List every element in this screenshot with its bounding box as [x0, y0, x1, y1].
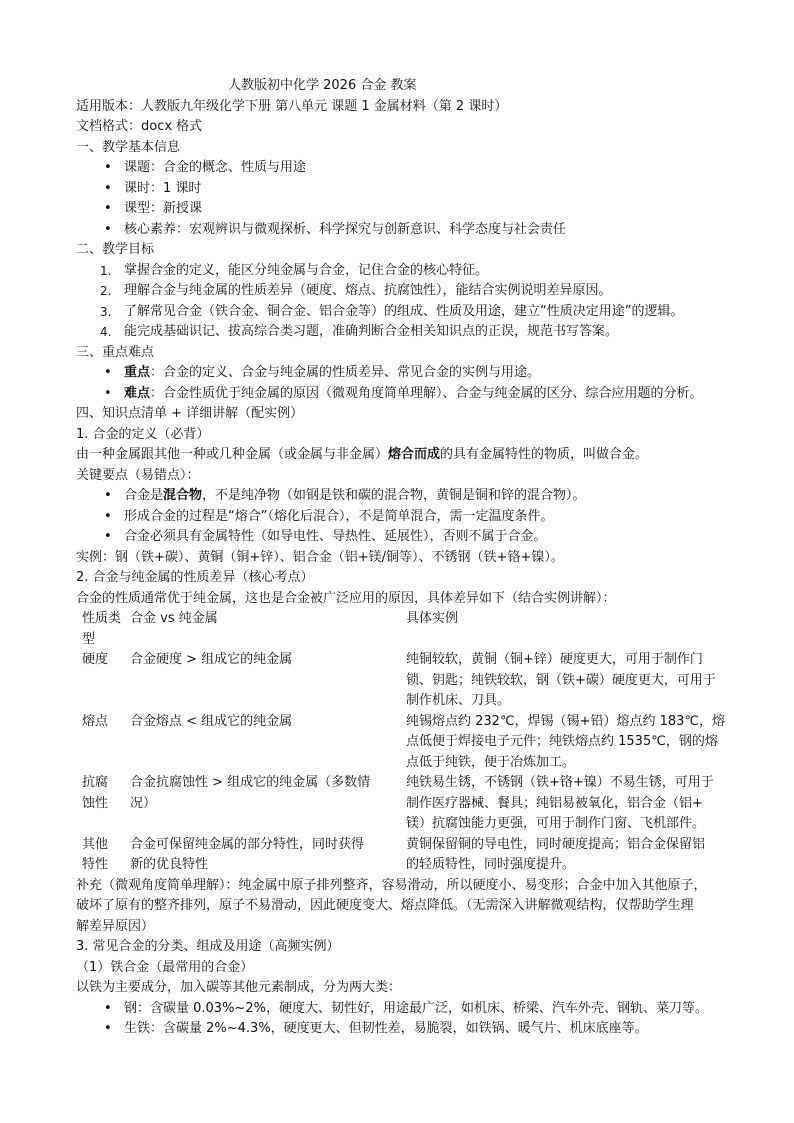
bullet-icon: • [104, 201, 112, 216]
table-cell-line: 况） [130, 795, 157, 811]
key-points-label: 关键要点（易错点）： [76, 467, 200, 483]
table-cell-line: 其他 [82, 836, 109, 852]
comparison-table [76, 609, 756, 876]
doc-format: 文档格式：docx 格式 [76, 119, 203, 134]
document-page [76, 76, 756, 1040]
table-header-cell: 具体实例 [406, 611, 459, 626]
subsection-heading: 1. 合金的定义（必背） [76, 426, 210, 442]
table-cell-line: 合金抗腐蚀性 > 组成它的纯金属（多数情 [130, 775, 371, 790]
table-header-row [76, 609, 756, 650]
supplement-line: 补充（微观角度简单理解）：纯金属中原子排列整齐，容易滑动，所以硬度小、易变形；合金中加入其他原子， [76, 877, 707, 893]
section-heading: 四、知识点清单 + 详细讲解（配实例） [76, 406, 304, 421]
section-heading: 二、教学目标 [76, 242, 155, 257]
bullet-icon: • [104, 385, 112, 401]
table-cell-line: 点低于纯铁，便于冶炼加工。 [406, 754, 576, 770]
table-row [76, 650, 756, 712]
bullet-icon: • [104, 1000, 112, 1016]
table-cell: 熔点 [82, 713, 109, 729]
doc-title: 人教版初中化学 2026 合金 教案 [228, 78, 417, 93]
examples-paragraph: 实例：钢（铁+碳）、黄铜（铜+锌）、铝合金（铝+镁/铜等）、不锈钢（铁+铬+镍）。 [76, 549, 564, 565]
table-cell-line: 制作机床、刀具。 [406, 693, 511, 708]
table-cell-line: 抗腐 [82, 775, 109, 790]
table-cell-line: 黄铜保留铜的导电性，同时硬度提高；铝合金保留铝 [406, 836, 706, 852]
list-item: • 课题：合金的概念、性质与用途 [76, 158, 756, 179]
supplement-line: 解差异原因） [76, 918, 155, 934]
table-cell: 合金熔点 < 组成它的纯金属 [130, 713, 293, 729]
table-cell-line: 纯锡熔点约 232℃，焊锡（锡+铅）熔点约 183℃，熔 [406, 713, 725, 729]
doc-edition: 适用版本：人教版九年级化学下册 第八单元 课题 1 金属材料（第 2 课时） [76, 98, 508, 114]
table-row [76, 712, 756, 774]
table-header-cell: 性质类型 [82, 611, 122, 647]
sub-subsection-heading: （1）铁合金（最常用的合金） [76, 959, 254, 975]
section-heading: 三、重点难点 [76, 344, 155, 360]
table-cell-line: 制作医疗器械、餐具；纯铝易被氧化，铝合金（铝+ [406, 795, 703, 811]
supplement-line: 破坏了原有的整齐排列，原子不易滑动，因此硬度变大、熔点降低。（无需深入讲解微观结构，仅帮助学生理 [76, 898, 694, 913]
table-cell-line: 合金可保留纯金属的部分特性，同时获得 [130, 836, 365, 852]
bullet-icon: • [104, 180, 112, 196]
list-item: • 课时：1 课时 [76, 179, 756, 200]
table-cell-line: 锁、钥匙；纯铁较软，钢（铁+碳）硬度更大，可用于 [406, 672, 716, 688]
table-cell-line: 新的优良特性 [130, 857, 209, 872]
list-item: • 重点：合金的定义、合金与纯金属的性质差异、常见合金的实例与用途。 [76, 363, 756, 384]
list-item: • 生铁：含碳量 2%~4.3%，硬度更大、但韧性差，易脆裂，如铁锅、暖气片、机床底座等。 [76, 1019, 756, 1040]
list-item: • 形成合金的过程是“熔合”（熔化后混合），不是简单混合，需一定温度条件。 [76, 507, 756, 528]
table-cell-line: 点低便于焊接电子元件；纯铁熔点约 1535℃，钢的熔 [406, 734, 718, 749]
numbered-item: 4. 能完成基础识记、拔高综合类习题，准确判断合金相关知识点的正误，规范书写答案。 [100, 324, 619, 339]
numbered-item: 1. 掌握合金的定义，能区分纯金属与合金，记住合金的核心特征。 [100, 262, 489, 278]
table-row [76, 773, 756, 835]
subsection-heading: 2. 合金与纯金属的性质差异（核心考点） [76, 570, 314, 585]
list-item: • 合金是混合物，不是纯净物（如钢是铁和碳的混合物，黄铜是铜和锌的混合物）。 [76, 486, 756, 507]
table-cell-line: 纯铁易生锈，不锈钢（铁+铬+镍）不易生锈，可用于 [406, 775, 714, 790]
bullet-icon: • [104, 529, 112, 544]
list-item: • 课型：新授课 [76, 199, 756, 220]
bullet-icon: • [104, 221, 112, 237]
numbered-item: 3. 了解常见合金（铁合金、铜合金、铝合金等）的组成、性质及用途，建立“性质决定用途”的逻辑。 [100, 303, 684, 319]
bullet-icon: • [104, 365, 112, 380]
intro-paragraph: 合金的性质通常优于纯金属，这也是合金被广泛应用的原因，具体差异如下（结合实例讲解）： [76, 590, 616, 606]
table-cell-line: 特性 [82, 857, 109, 872]
list-item: • 难点：合金性质优于纯金属的原因（微观角度简单理解）、合金与纯金属的区分、综合应用题的分析。 [76, 384, 756, 405]
subsection-heading: 3. 常见合金的分类、组成及用途（高频实例） [76, 939, 340, 954]
list-item: • 核心素养：宏观辨识与微观探析、科学探究与创新意识、科学态度与社会责任 [76, 220, 756, 241]
section-heading: 一、教学基本信息 [76, 139, 181, 155]
table-cell: 合金硬度 > 组成它的纯金属 [130, 652, 293, 667]
table-cell-line: 蚀性 [82, 795, 109, 811]
table-cell-line: 纯铜较软，黄铜（铜+锌）硬度更大，可用于制作门 [406, 652, 703, 667]
table-cell: 硬度 [82, 652, 109, 667]
bullet-icon: • [104, 1021, 112, 1036]
table-header-cell: 合金 vs 纯金属 [130, 611, 218, 626]
table-cell-line: 的轻质特性，同时强度提升。 [406, 857, 576, 872]
numbered-item: 2. 理解合金与纯金属的性质差异（硬度、熔点、抗腐蚀性），能结合实例说明差异原因。 [100, 283, 612, 298]
list-item: • 合金必须具有金属特性（如导电性、导热性、延展性），否则不属于合金。 [76, 527, 756, 548]
bullet-icon: • [104, 508, 112, 524]
intro-paragraph: 以铁为主要成分，加入碳等其他元素制成，分为两大类： [76, 980, 402, 995]
table-cell-line: 镁）抗腐蚀能力更强，可用于制作门窗、飞机部件。 [406, 816, 706, 831]
bullet-icon: • [104, 488, 112, 503]
definition-paragraph: 由一种金属跟其他一种或几种金属（或金属与非金属）熔合而成的具有金属特性的物质，叫做合金。 [76, 447, 649, 462]
list-item: • 钢：含碳量 0.03%~2%，硬度大、韧性好，用途最广泛，如机床、桥梁、汽车外壳、钢轨、菜刀等。 [76, 999, 756, 1020]
bullet-icon: • [104, 160, 112, 175]
table-row [76, 835, 756, 876]
